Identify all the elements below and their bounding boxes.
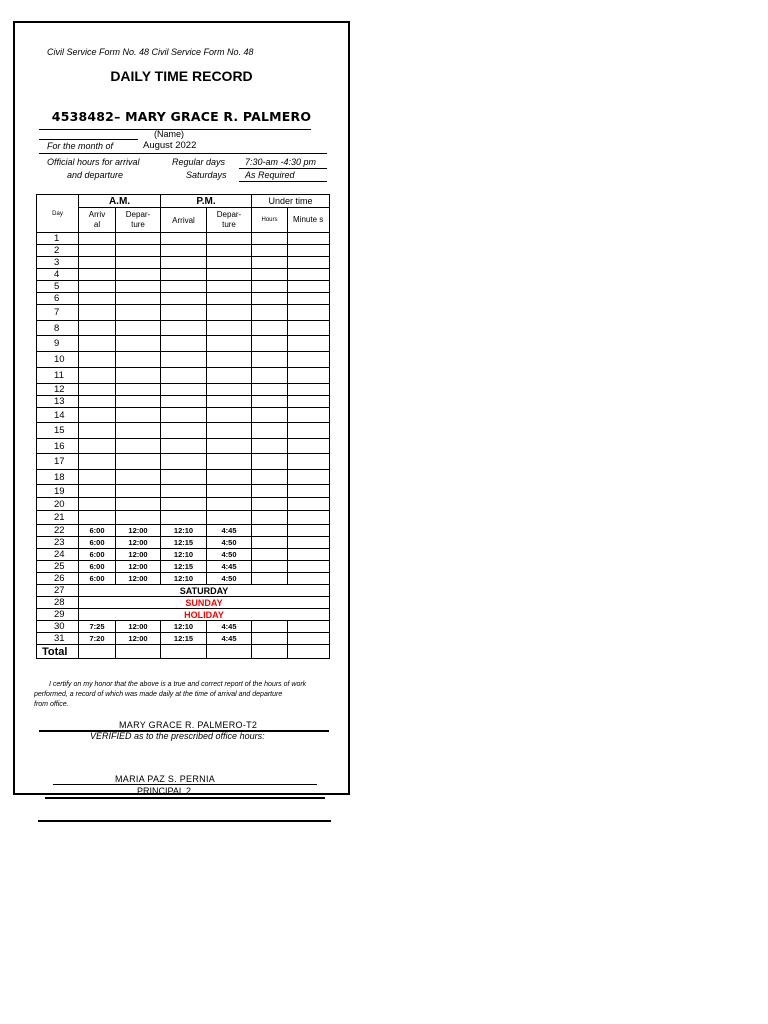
official-hours-label-1: Official hours for arrival [47,157,140,167]
table-row [37,498,330,511]
time-cell [79,470,116,485]
time-cell [288,470,330,485]
time-cell: 12:00 [116,573,161,585]
time-cell [161,336,207,352]
time-cell [288,281,330,293]
pm-header: P.M. [161,195,252,208]
time-cell [207,257,252,269]
certify-line-1: I certify on my honor that the above is a true and correct report of the hours of work [49,681,307,688]
time-cell [288,537,330,549]
time-cell [207,485,252,498]
time-cell: 7:20 [79,633,116,645]
time-cell: 4:45 [207,633,252,645]
time-cell: 6:00 [79,525,116,537]
undertime-header: Under time [252,195,330,208]
dtr-form-sheet [13,21,350,795]
time-cell [288,245,330,257]
time-cell [207,396,252,408]
employee-signature-name: MARY GRACE R. PALMERO-T2 [119,720,258,730]
pm-departure-header: Depar- ture [207,208,252,233]
time-cell [161,305,207,321]
time-cell [116,485,161,498]
time-cell: 4:50 [207,537,252,549]
time-cell [161,233,207,245]
time-cell [252,233,288,245]
time-cell [161,408,207,423]
time-cell [288,408,330,423]
time-cell: 12:00 [116,537,161,549]
time-cell [252,470,288,485]
day-cell: 25 [37,561,79,573]
day-cell: 24 [37,549,79,561]
time-cell [161,245,207,257]
time-cell [207,439,252,454]
time-cell: 12:00 [116,525,161,537]
time-cell [161,321,207,336]
time-cell: 7:25 [79,621,116,633]
time-cell [288,561,330,573]
saturdays-underline [239,181,327,182]
time-cell [116,439,161,454]
day-cell: 9 [37,336,79,352]
time-cell [288,423,330,439]
time-cell [252,408,288,423]
saturdays-label: Saturdays [186,170,227,180]
table-row [37,454,330,470]
time-cell [288,336,330,352]
time-cell [252,352,288,368]
time-cell [252,368,288,384]
time-cell [252,321,288,336]
table-row [37,485,330,498]
time-cell [288,498,330,511]
time-cell [288,573,330,585]
time-cell [116,245,161,257]
time-cell [79,305,116,321]
time-cell [79,439,116,454]
table-row [37,470,330,485]
time-cell: 12:00 [116,633,161,645]
time-cell [252,525,288,537]
day-cell: 13 [37,396,79,408]
verifier-name: MARIA PAZ S. PERNIA [115,774,216,784]
time-cell [116,511,161,525]
table-row [37,321,330,336]
time-cell [161,439,207,454]
am-arrival-header: Arriv al [79,208,116,233]
time-cell [252,305,288,321]
time-cell: 12:10 [161,525,207,537]
verifier-title: PRINCIPAL 2 [137,786,192,796]
day-cell: 15 [37,423,79,439]
time-cell [79,408,116,423]
day-cell: 27 [37,585,79,597]
day-cell: 26 [37,573,79,585]
time-cell [161,293,207,305]
time-cell: 12:15 [161,537,207,549]
day-cell: 7 [37,305,79,321]
time-cell [252,257,288,269]
time-cell [252,454,288,470]
table-row [37,396,330,408]
table-row [37,549,330,561]
time-cell [79,423,116,439]
total-row [37,645,330,659]
hours-header: Hours [252,208,288,233]
day-status-cell: SUNDAY [79,597,330,609]
time-cell [116,352,161,368]
time-cell [288,511,330,525]
time-cell [161,485,207,498]
time-cell [288,305,330,321]
time-cell [288,454,330,470]
time-cell [79,511,116,525]
day-cell: 18 [37,470,79,485]
time-cell [207,233,252,245]
verifier-signature-line [53,784,317,785]
regular-days-underline [239,168,327,169]
time-cell [207,408,252,423]
time-cell [207,352,252,368]
pm-arrival-header: Arrival [161,208,207,233]
day-cell: 5 [37,281,79,293]
time-cell: 12:00 [116,549,161,561]
dtr-table [36,194,330,659]
time-cell [116,233,161,245]
time-cell [116,498,161,511]
table-row [37,597,330,609]
day-cell: 17 [37,454,79,470]
time-cell [288,633,330,645]
month-value-underline [138,153,327,154]
time-cell [116,257,161,269]
time-cell [79,293,116,305]
time-cell [252,396,288,408]
time-cell [288,384,330,396]
time-cell: 6:00 [79,549,116,561]
time-cell [79,352,116,368]
table-row [37,305,330,321]
time-cell [161,281,207,293]
official-hours-label-2: and departure [67,170,124,180]
table-row [37,368,330,384]
time-cell [116,336,161,352]
time-cell [79,396,116,408]
time-cell [79,281,116,293]
table-row [37,293,330,305]
time-cell: 4:50 [207,573,252,585]
table-row [37,269,330,281]
time-cell [116,281,161,293]
day-header: Day [37,195,79,233]
day-cell: 3 [37,257,79,269]
time-cell [116,470,161,485]
form-number: Civil Service Form No. 48 Civil Service Form No. 48 [47,47,254,57]
table-row [37,585,330,597]
time-cell [288,621,330,633]
time-cell [252,423,288,439]
time-cell [161,454,207,470]
total-cell [207,645,252,659]
am-departure-header: Depar- ture [116,208,161,233]
total-cell [252,645,288,659]
day-cell: 14 [37,408,79,423]
time-cell [79,336,116,352]
time-cell [207,281,252,293]
day-cell: 6 [37,293,79,305]
day-cell: 11 [37,368,79,384]
time-cell: 4:45 [207,621,252,633]
month-value: August 2022 [143,140,197,151]
bottom-line-2 [38,820,331,822]
time-cell [252,621,288,633]
time-cell [207,368,252,384]
time-cell [252,549,288,561]
day-cell: 20 [37,498,79,511]
employee-name: 4538482– MARY GRACE R. PALMERO [51,109,312,124]
time-cell [116,454,161,470]
time-cell [79,233,116,245]
time-cell [161,384,207,396]
table-row [37,439,330,454]
day-cell: 29 [37,609,79,621]
day-status-cell: SATURDAY [79,585,330,597]
time-cell [207,293,252,305]
day-cell: 30 [37,621,79,633]
month-label-underline [39,153,138,154]
minutes-header: Minute s [288,208,330,233]
time-cell [207,498,252,511]
table-row [37,633,330,645]
time-cell [79,269,116,281]
time-cell [288,368,330,384]
time-cell [116,408,161,423]
time-cell: 12:00 [116,621,161,633]
day-cell: 23 [37,537,79,549]
time-cell [252,269,288,281]
time-cell: 12:00 [116,561,161,573]
time-cell [252,633,288,645]
time-cell: 4:50 [207,549,252,561]
certify-line-2: performed, a record of which was made daily at the time of arrival and departure [34,691,283,698]
time-cell [116,305,161,321]
table-row [37,384,330,396]
time-cell [288,396,330,408]
table-row [37,245,330,257]
time-cell [288,293,330,305]
name-caption: (Name) [154,129,185,139]
time-cell [161,368,207,384]
day-cell: 16 [37,439,79,454]
total-cell [161,645,207,659]
time-cell [116,384,161,396]
time-cell [252,485,288,498]
table-row [37,233,330,245]
time-cell [161,470,207,485]
time-cell [161,352,207,368]
time-cell [288,485,330,498]
time-cell [288,321,330,336]
regular-days-label: Regular days [172,157,226,167]
total-cell [79,645,116,659]
time-cell [207,245,252,257]
time-cell [252,498,288,511]
time-cell [288,257,330,269]
day-cell: 1 [37,233,79,245]
time-cell [207,454,252,470]
total-label: Total [37,645,79,659]
time-cell [252,511,288,525]
table-row [37,352,330,368]
time-cell [79,257,116,269]
time-cell: 4:45 [207,525,252,537]
time-cell [207,336,252,352]
time-cell: 6:00 [79,573,116,585]
time-cell [79,454,116,470]
day-cell: 22 [37,525,79,537]
time-cell [252,537,288,549]
day-cell: 31 [37,633,79,645]
am-header: A.M. [79,195,161,208]
day-cell: 4 [37,269,79,281]
time-cell [116,396,161,408]
time-cell [207,470,252,485]
time-cell [161,498,207,511]
time-cell [116,293,161,305]
day-cell: 28 [37,597,79,609]
table-row [37,621,330,633]
time-cell [79,321,116,336]
time-cell [116,423,161,439]
time-cell: 4:45 [207,561,252,573]
time-cell [207,384,252,396]
table-row [37,257,330,269]
time-cell: 6:00 [79,561,116,573]
time-cell: 12:15 [161,633,207,645]
day-cell: 21 [37,511,79,525]
time-cell [252,281,288,293]
time-cell: 12:10 [161,573,207,585]
time-cell [288,352,330,368]
time-cell [116,368,161,384]
table-row [37,525,330,537]
regular-days-value: 7:30-am -4:30 pm [245,157,317,167]
table-row [37,537,330,549]
time-cell [288,525,330,537]
time-cell [161,396,207,408]
time-cell [79,498,116,511]
time-cell [252,561,288,573]
time-cell [161,269,207,281]
table-row [37,561,330,573]
time-cell [116,321,161,336]
total-cell [116,645,161,659]
time-cell [252,384,288,396]
time-cell [252,573,288,585]
table-row [37,573,330,585]
time-cell: 6:00 [79,537,116,549]
table-row [37,281,330,293]
time-cell [79,245,116,257]
table-row [37,336,330,352]
time-cell [252,439,288,454]
time-cell [288,269,330,281]
month-label: For the month of [47,141,114,151]
day-cell: 2 [37,245,79,257]
certify-line-3: from office. [34,701,69,708]
month-label-topline [39,139,138,140]
time-cell [288,233,330,245]
time-cell [288,549,330,561]
verified-label: VERIFIED as to the prescribed office hours: [90,731,265,741]
table-row [37,423,330,439]
day-status-cell: HOLIDAY [79,609,330,621]
time-cell [161,257,207,269]
time-cell: 12:15 [161,561,207,573]
time-cell [207,423,252,439]
time-cell [79,368,116,384]
time-cell [207,305,252,321]
table-row [37,408,330,423]
total-cell [288,645,330,659]
time-cell [207,269,252,281]
time-cell [288,439,330,454]
time-cell [161,511,207,525]
time-cell: 12:10 [161,621,207,633]
time-cell: 12:10 [161,549,207,561]
time-cell [79,384,116,396]
day-cell: 19 [37,485,79,498]
saturdays-value: As Required [245,170,295,180]
time-cell [207,511,252,525]
day-cell: 8 [37,321,79,336]
bottom-line-1 [45,797,325,799]
time-cell [252,293,288,305]
time-cell [161,423,207,439]
table-row [37,609,330,621]
time-cell [116,269,161,281]
form-title: DAILY TIME RECORD [110,68,253,84]
time-cell [79,485,116,498]
time-cell [252,245,288,257]
time-cell [207,321,252,336]
day-cell: 10 [37,352,79,368]
table-row [37,511,330,525]
time-cell [252,336,288,352]
day-cell: 12 [37,384,79,396]
